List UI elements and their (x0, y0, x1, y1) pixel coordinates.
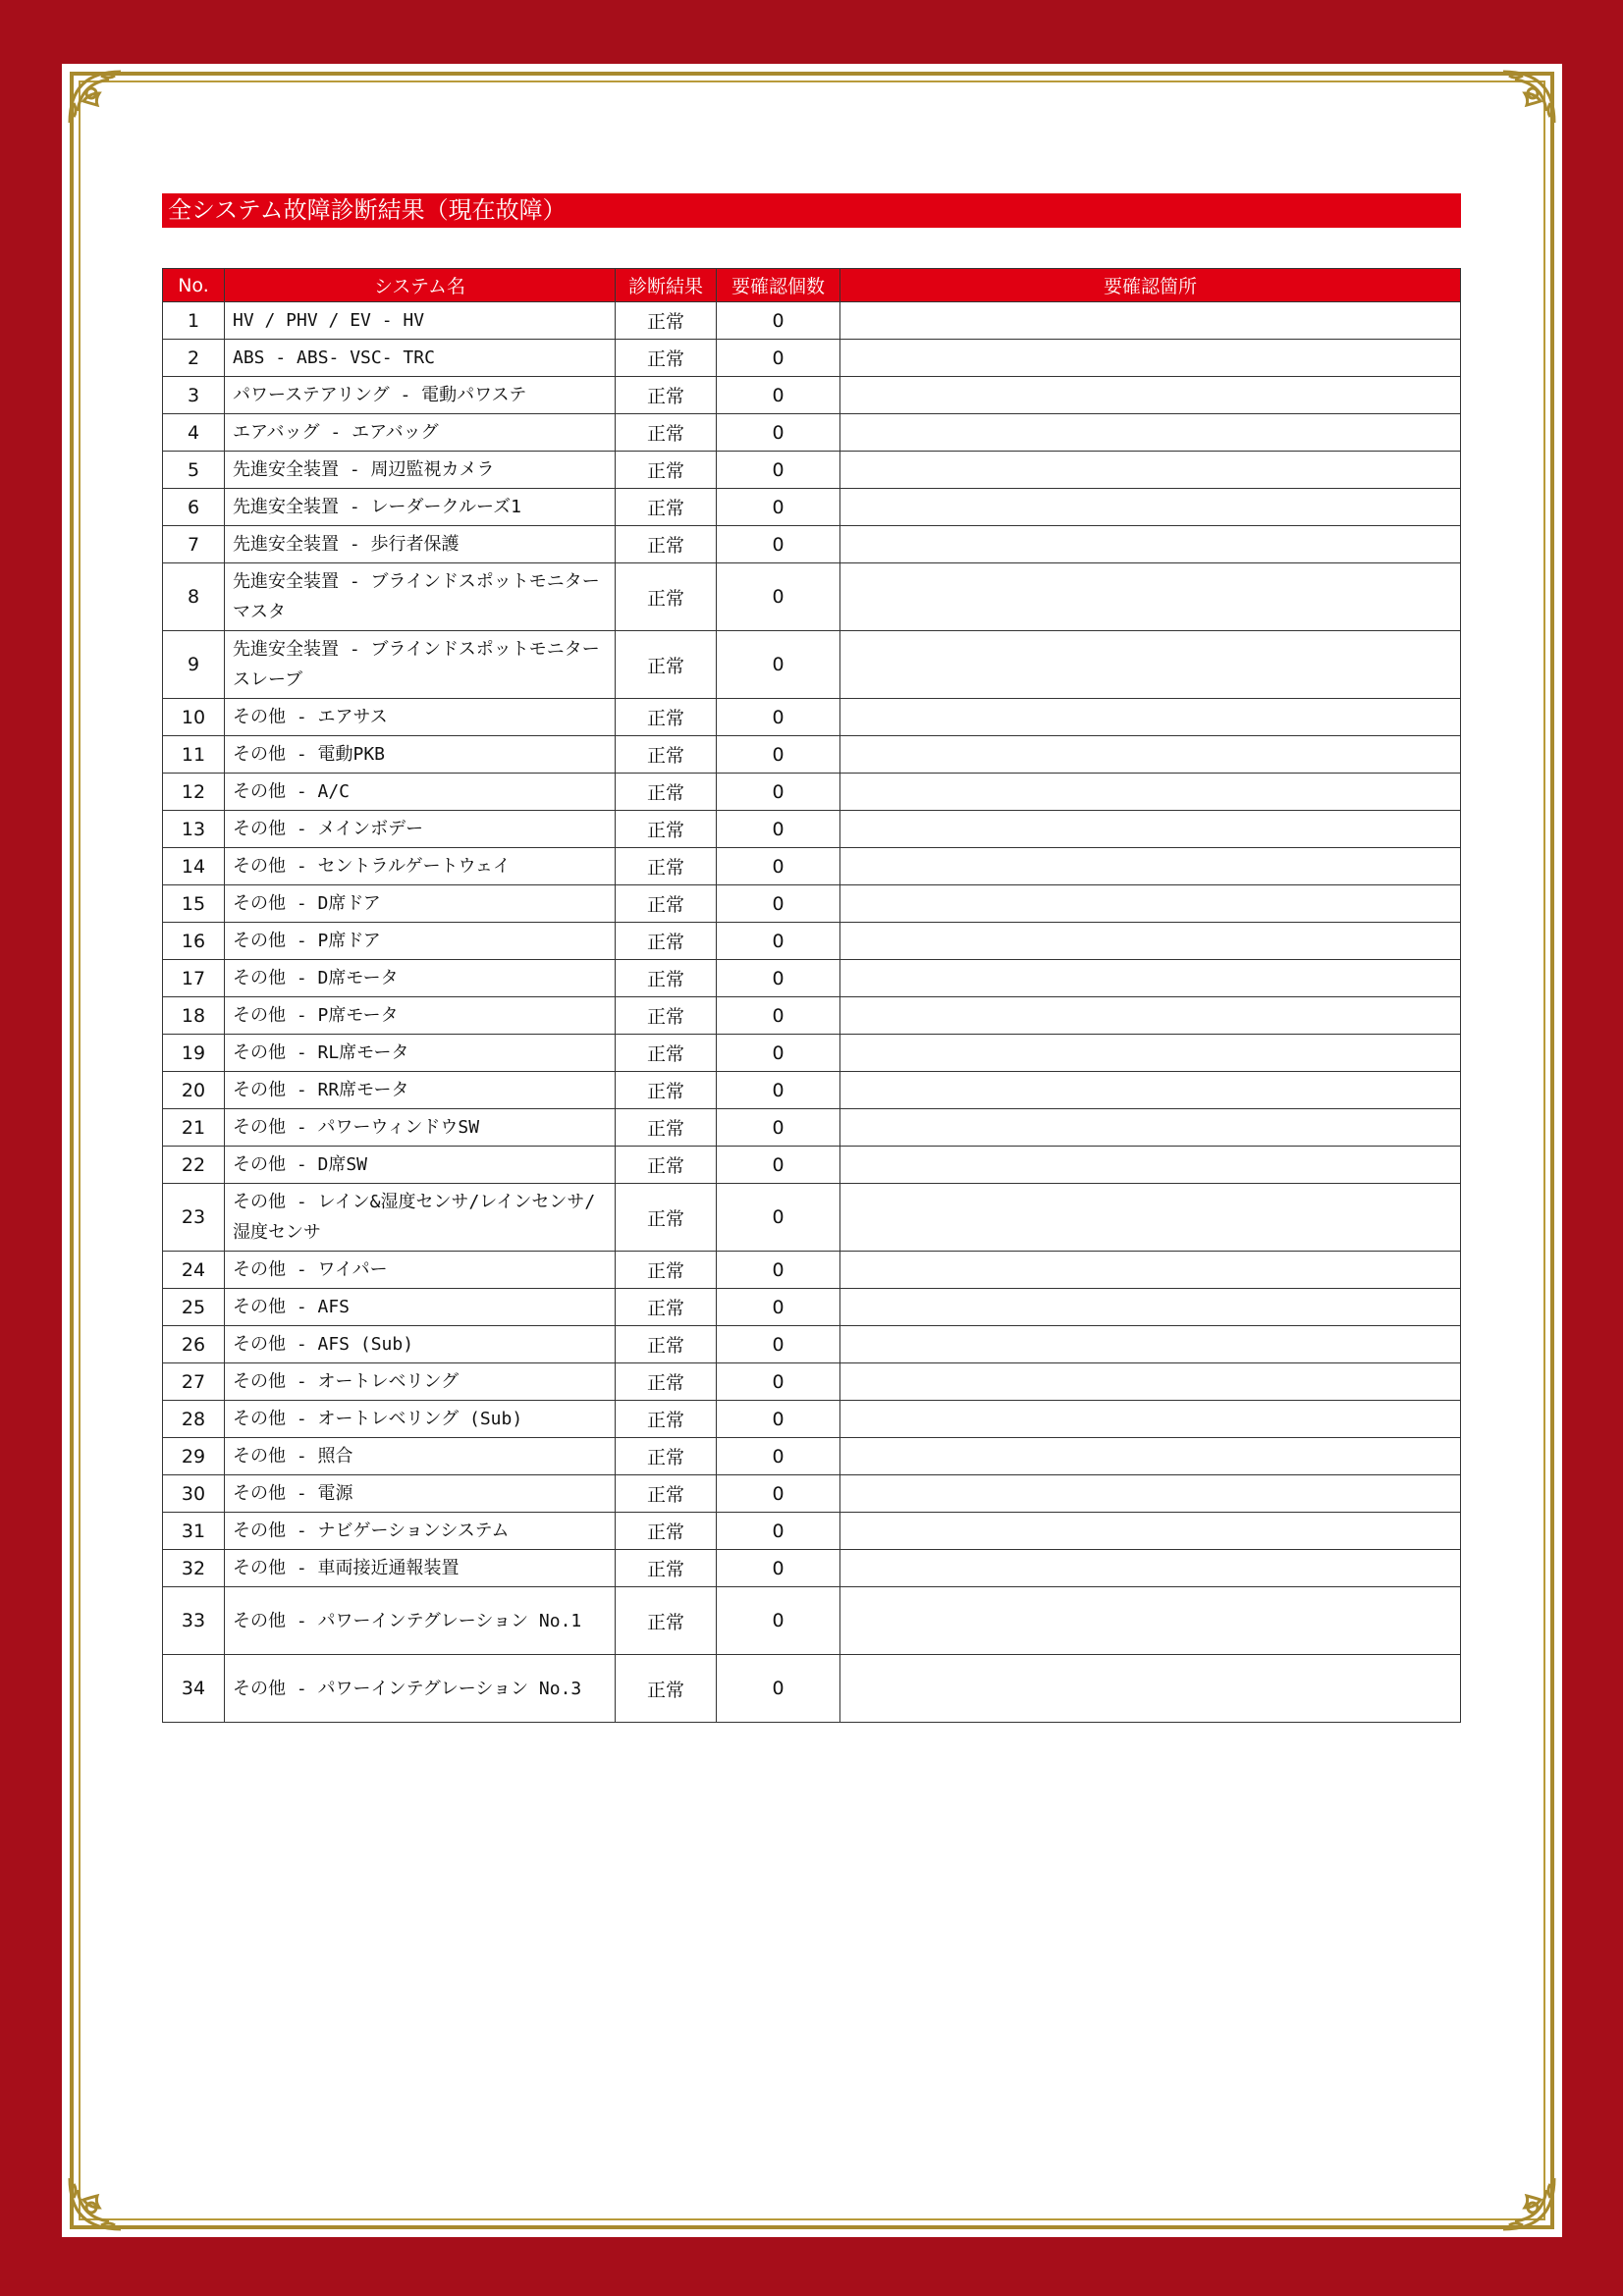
table-row (163, 1184, 1461, 1252)
table-row (163, 631, 1461, 699)
check-location (840, 1109, 1461, 1147)
diagnosis-result: 正常 (616, 1513, 717, 1550)
check-count: 0 (717, 563, 840, 631)
check-location (840, 1147, 1461, 1184)
diagnosis-result: 正常 (616, 340, 717, 377)
diagnosis-result: 正常 (616, 414, 717, 452)
check-location (840, 811, 1461, 848)
check-location (840, 1475, 1461, 1513)
check-location (840, 1252, 1461, 1289)
check-count: 0 (717, 302, 840, 340)
row-number: 10 (163, 699, 225, 736)
diagnosis-result: 正常 (616, 1363, 717, 1401)
check-location (840, 774, 1461, 811)
check-location (840, 340, 1461, 377)
row-number: 4 (163, 414, 225, 452)
corner-ornament-icon (62, 2143, 156, 2237)
check-location (840, 452, 1461, 489)
table-row (163, 1109, 1461, 1147)
table-row (163, 1513, 1461, 1550)
row-number: 24 (163, 1252, 225, 1289)
system-name: その他 - ナビゲーションシステム (225, 1513, 616, 1550)
system-name: その他 - P席モータ (225, 997, 616, 1035)
check-count: 0 (717, 1363, 840, 1401)
corner-ornament-icon (1468, 64, 1562, 158)
diagnosis-table (162, 268, 1461, 1723)
column-header-count: 要確認個数 (717, 269, 840, 302)
diagnosis-result: 正常 (616, 736, 717, 774)
table-row (163, 1401, 1461, 1438)
column-header-no: No. (163, 269, 225, 302)
system-name: その他 - レイン&湿度センサ/レインセンサ/湿度センサ (225, 1184, 616, 1252)
system-name: その他 - オートレベリング (Sub) (225, 1401, 616, 1438)
table-row (163, 885, 1461, 923)
diagnosis-result: 正常 (616, 848, 717, 885)
row-number: 16 (163, 923, 225, 960)
row-number: 20 (163, 1072, 225, 1109)
system-name: その他 - 電源 (225, 1475, 616, 1513)
check-count: 0 (717, 1326, 840, 1363)
system-name: その他 - 車両接近通報装置 (225, 1550, 616, 1587)
check-location (840, 736, 1461, 774)
system-name: ABS - ABS- VSC- TRC (225, 340, 616, 377)
row-number: 3 (163, 377, 225, 414)
table-row (163, 452, 1461, 489)
check-count: 0 (717, 1550, 840, 1587)
system-name: その他 - セントラルゲートウェイ (225, 848, 616, 885)
system-name: その他 - D席モータ (225, 960, 616, 997)
diagnosis-result: 正常 (616, 923, 717, 960)
system-name: その他 - エアサス (225, 699, 616, 736)
check-count: 0 (717, 1475, 840, 1513)
check-count: 0 (717, 1252, 840, 1289)
table-row (163, 1550, 1461, 1587)
check-location (840, 1438, 1461, 1475)
check-count: 0 (717, 699, 840, 736)
check-count: 0 (717, 1109, 840, 1147)
check-location (840, 960, 1461, 997)
system-name: 先進安全装置 - レーダークルーズ1 (225, 489, 616, 526)
check-location (840, 631, 1461, 699)
row-number: 17 (163, 960, 225, 997)
check-count: 0 (717, 1587, 840, 1655)
table-row (163, 923, 1461, 960)
row-number: 26 (163, 1326, 225, 1363)
diagnosis-result: 正常 (616, 1550, 717, 1587)
row-number: 19 (163, 1035, 225, 1072)
table-row (163, 1072, 1461, 1109)
system-name: 先進安全装置 - ブラインドスポットモニター マスタ (225, 563, 616, 631)
diagnosis-result: 正常 (616, 526, 717, 563)
diagnosis-result: 正常 (616, 631, 717, 699)
row-number: 12 (163, 774, 225, 811)
diagnosis-result: 正常 (616, 885, 717, 923)
diagnosis-result: 正常 (616, 563, 717, 631)
table-row (163, 1252, 1461, 1289)
row-number: 8 (163, 563, 225, 631)
check-count: 0 (717, 736, 840, 774)
system-name: その他 - AFS (Sub) (225, 1326, 616, 1363)
table-row (163, 774, 1461, 811)
check-count: 0 (717, 923, 840, 960)
row-number: 28 (163, 1401, 225, 1438)
check-location (840, 848, 1461, 885)
row-number: 27 (163, 1363, 225, 1401)
diagnosis-result: 正常 (616, 1326, 717, 1363)
diagnosis-result: 正常 (616, 302, 717, 340)
table-row (163, 699, 1461, 736)
diagnosis-result: 正常 (616, 811, 717, 848)
corner-ornament-icon (62, 64, 156, 158)
row-number: 9 (163, 631, 225, 699)
table-row (163, 1035, 1461, 1072)
check-count: 0 (717, 1655, 840, 1723)
check-location (840, 923, 1461, 960)
system-name: HV / PHV / EV - HV (225, 302, 616, 340)
system-name: その他 - 電動PKB (225, 736, 616, 774)
column-header-result: 診断結果 (616, 269, 717, 302)
diagnosis-result: 正常 (616, 1438, 717, 1475)
system-name: その他 - 照合 (225, 1438, 616, 1475)
diagnosis-result: 正常 (616, 489, 717, 526)
check-location (840, 699, 1461, 736)
table-row (163, 1475, 1461, 1513)
check-location (840, 489, 1461, 526)
check-count: 0 (717, 1438, 840, 1475)
row-number: 11 (163, 736, 225, 774)
system-name: その他 - D席ドア (225, 885, 616, 923)
table-row (163, 848, 1461, 885)
check-location (840, 1655, 1461, 1723)
check-location (840, 885, 1461, 923)
table-row (163, 1326, 1461, 1363)
check-location (840, 1289, 1461, 1326)
system-name: その他 - AFS (225, 1289, 616, 1326)
check-location (840, 1326, 1461, 1363)
diagnosis-result: 正常 (616, 1475, 717, 1513)
check-location (840, 1550, 1461, 1587)
check-location (840, 302, 1461, 340)
table-row (163, 960, 1461, 997)
table-row (163, 414, 1461, 452)
diagnosis-result: 正常 (616, 1587, 717, 1655)
row-number: 29 (163, 1438, 225, 1475)
system-name: その他 - RL席モータ (225, 1035, 616, 1072)
row-number: 14 (163, 848, 225, 885)
table-row (163, 302, 1461, 340)
system-name: その他 - オートレベリング (225, 1363, 616, 1401)
check-location (840, 526, 1461, 563)
diagnosis-result: 正常 (616, 1147, 717, 1184)
check-location (840, 1587, 1461, 1655)
system-name: その他 - A/C (225, 774, 616, 811)
row-number: 32 (163, 1550, 225, 1587)
table-row (163, 736, 1461, 774)
check-count: 0 (717, 414, 840, 452)
row-number: 31 (163, 1513, 225, 1550)
table-row (163, 1363, 1461, 1401)
system-name: その他 - D席SW (225, 1147, 616, 1184)
row-number: 33 (163, 1587, 225, 1655)
check-count: 0 (717, 1072, 840, 1109)
check-location (840, 1035, 1461, 1072)
check-count: 0 (717, 452, 840, 489)
check-count: 0 (717, 997, 840, 1035)
diagnosis-result: 正常 (616, 960, 717, 997)
check-location (840, 1363, 1461, 1401)
system-name: エアバッグ - エアバッグ (225, 414, 616, 452)
table-row (163, 811, 1461, 848)
table-body (163, 302, 1461, 1723)
table-row (163, 526, 1461, 563)
row-number: 13 (163, 811, 225, 848)
system-name: その他 - パワーインテグレーション No.3 (225, 1655, 616, 1723)
system-name: 先進安全装置 - ブラインドスポットモニター スレーブ (225, 631, 616, 699)
check-location (840, 1072, 1461, 1109)
check-location (840, 377, 1461, 414)
table-row (163, 563, 1461, 631)
table-row (163, 997, 1461, 1035)
system-name: その他 - パワーウィンドウSW (225, 1109, 616, 1147)
check-location (840, 997, 1461, 1035)
system-name: その他 - パワーインテグレーション No.1 (225, 1587, 616, 1655)
diagnosis-result: 正常 (616, 699, 717, 736)
row-number: 2 (163, 340, 225, 377)
check-count: 0 (717, 848, 840, 885)
diagnosis-result: 正常 (616, 1289, 717, 1326)
check-count: 0 (717, 1035, 840, 1072)
check-count: 0 (717, 1401, 840, 1438)
row-number: 23 (163, 1184, 225, 1252)
diagnosis-result: 正常 (616, 997, 717, 1035)
system-name: 先進安全装置 - 周辺監視カメラ (225, 452, 616, 489)
table-row (163, 489, 1461, 526)
row-number: 34 (163, 1655, 225, 1723)
table-row (163, 1289, 1461, 1326)
check-count: 0 (717, 489, 840, 526)
diagnosis-result: 正常 (616, 377, 717, 414)
system-name: その他 - RR席モータ (225, 1072, 616, 1109)
check-count: 0 (717, 1513, 840, 1550)
table-row (163, 1655, 1461, 1723)
check-count: 0 (717, 1289, 840, 1326)
check-count: 0 (717, 774, 840, 811)
row-number: 30 (163, 1475, 225, 1513)
table-row (163, 1438, 1461, 1475)
row-number: 25 (163, 1289, 225, 1326)
check-count: 0 (717, 811, 840, 848)
diagnosis-result: 正常 (616, 774, 717, 811)
row-number: 18 (163, 997, 225, 1035)
diagnosis-result: 正常 (616, 1655, 717, 1723)
column-header-location: 要確認箇所 (840, 269, 1461, 302)
system-name: その他 - メインボデー (225, 811, 616, 848)
check-count: 0 (717, 340, 840, 377)
check-location (840, 1184, 1461, 1252)
row-number: 22 (163, 1147, 225, 1184)
table-row (163, 1587, 1461, 1655)
diagnosis-result: 正常 (616, 1401, 717, 1438)
row-number: 6 (163, 489, 225, 526)
row-number: 5 (163, 452, 225, 489)
table-header-row (163, 269, 1461, 302)
check-location (840, 1401, 1461, 1438)
check-location (840, 1513, 1461, 1550)
diagnosis-result: 正常 (616, 1109, 717, 1147)
row-number: 1 (163, 302, 225, 340)
system-name: パワーステアリング - 電動パワステ (225, 377, 616, 414)
check-location (840, 414, 1461, 452)
check-count: 0 (717, 1184, 840, 1252)
corner-ornament-icon (1468, 2143, 1562, 2237)
check-count: 0 (717, 885, 840, 923)
row-number: 15 (163, 885, 225, 923)
diagnosis-result: 正常 (616, 1252, 717, 1289)
check-count: 0 (717, 526, 840, 563)
check-count: 0 (717, 960, 840, 997)
diagnosis-result: 正常 (616, 1035, 717, 1072)
check-count: 0 (717, 1147, 840, 1184)
row-number: 21 (163, 1109, 225, 1147)
diagnosis-result: 正常 (616, 1184, 717, 1252)
system-name: その他 - ワイパー (225, 1252, 616, 1289)
table-row (163, 1147, 1461, 1184)
column-header-system: システム名 (225, 269, 616, 302)
page-title: 全システム故障診断結果（現在故障） (162, 193, 1461, 228)
diagnosis-result: 正常 (616, 452, 717, 489)
report-page (62, 64, 1562, 2237)
row-number: 7 (163, 526, 225, 563)
table-row (163, 340, 1461, 377)
system-name: 先進安全装置 - 歩行者保護 (225, 526, 616, 563)
diagnosis-result: 正常 (616, 1072, 717, 1109)
check-count: 0 (717, 631, 840, 699)
table-row (163, 377, 1461, 414)
system-name: その他 - P席ドア (225, 923, 616, 960)
check-count: 0 (717, 377, 840, 414)
check-location (840, 563, 1461, 631)
